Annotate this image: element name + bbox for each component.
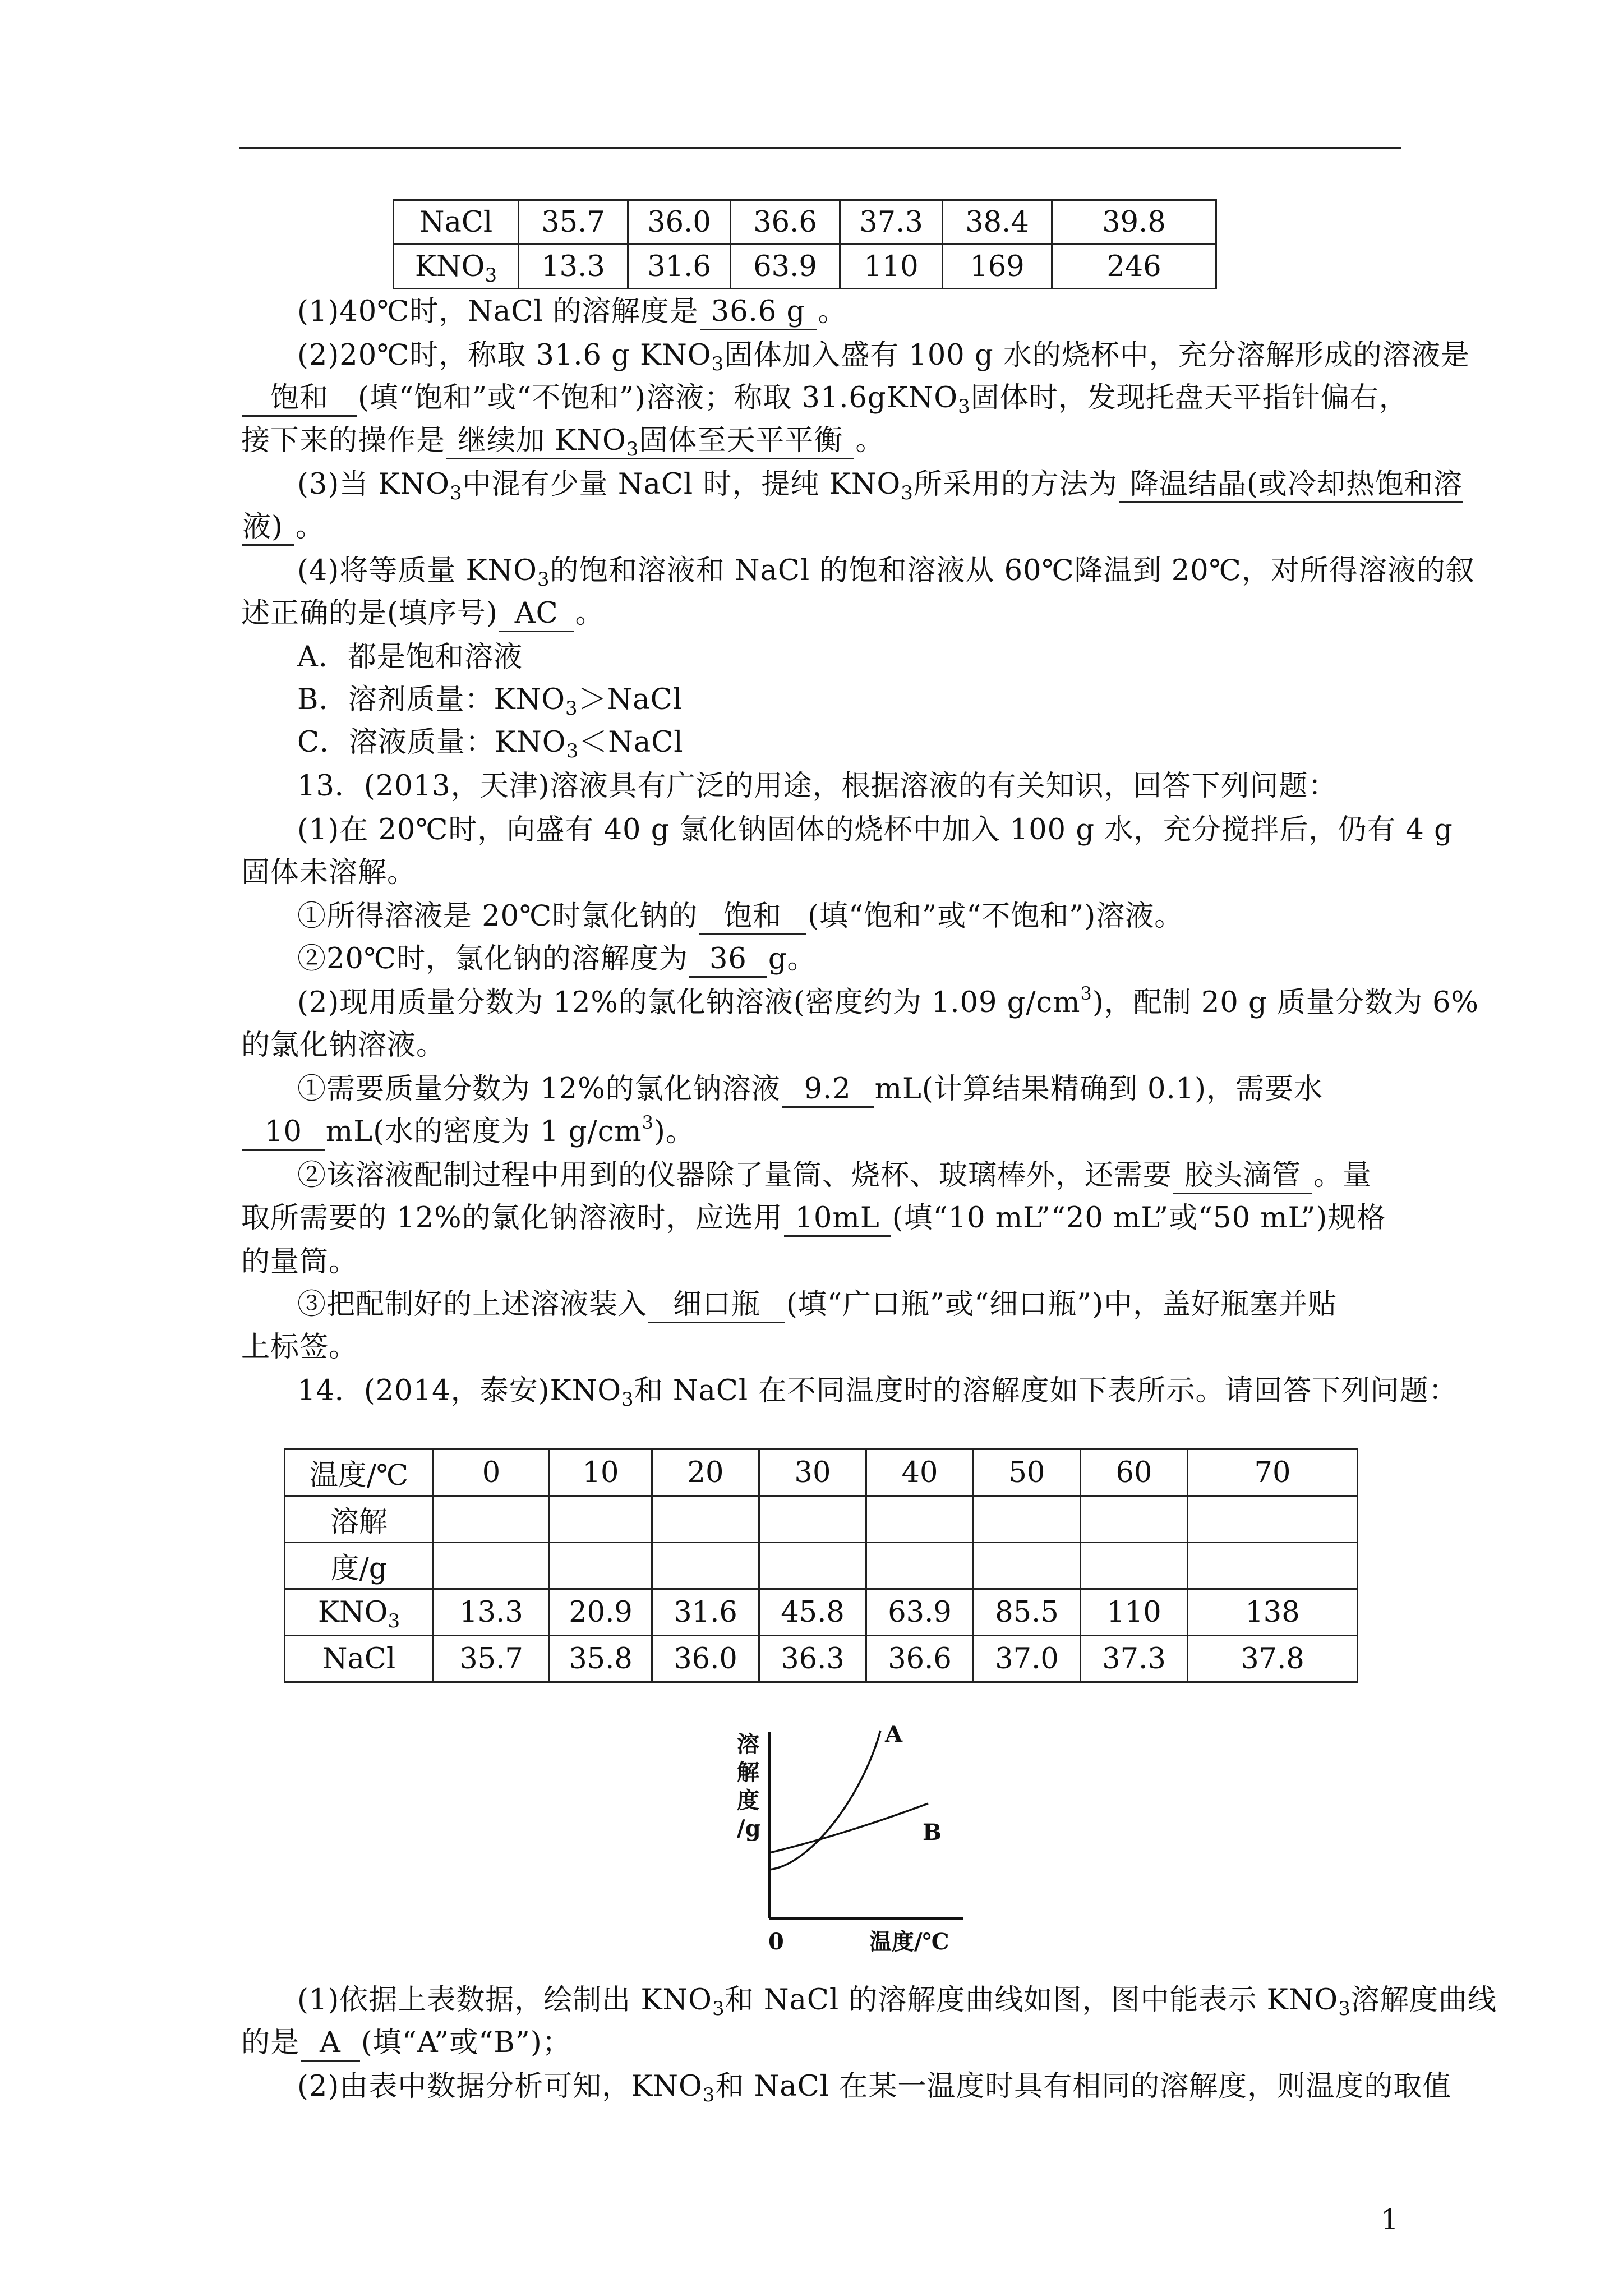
x-axis-label: 温度/℃: [869, 1929, 949, 1955]
q12-part2-line2: 饱和 (填“饱和”或“不饱和”)溶液；称取 31.6gKNO$_3$固体时，发现托盘天平指针偏右，: [241, 381, 1408, 417]
answer-blank: A: [301, 2026, 360, 2062]
solubility-curve-chart: [729, 1719, 965, 1961]
answer-blank: 36.6 g: [700, 295, 817, 330]
q13-step1-line2: 10 mL(水的密度为 1 $g/cm^3$)。: [241, 1115, 695, 1151]
q13-step3-line1: ③把配制好的上述溶液装入 细口瓶 (填“广口瓶”或“细口瓶”)中，盖好瓶塞并贴: [297, 1288, 1337, 1323]
answer-blank: 36: [689, 942, 767, 978]
y-label-char: 溶: [737, 1731, 759, 1757]
q12-part4-line1: (4)将等质量 $KNO_3$的饱和溶液和 NaCl 的饱和溶液从 60℃降温到 20℃，对所得溶液的叙: [297, 554, 1475, 591]
q14-heading: 14．(2014，泰安)$KNO_3$和 NaCl 在不同温度时的溶解度如下表所示。请回答下列问题：: [297, 1374, 1458, 1411]
option-b: B．溶剂质量：$KNO_3>NaCl$: [297, 683, 683, 720]
table-row: 温度/℃ 0 10 20 30 40 50 60 70: [285, 1450, 1358, 1496]
q12-part2-line1: (2)20℃时，称取 31.6 g $KNO_3$固体加入盛有 100 g 水的烧杯中，充分溶解形成的溶液是: [297, 339, 1470, 375]
table-row: $KNO_3$ 13.3 31.6 63.9 110 169 246: [394, 245, 1216, 289]
header-rule: [239, 147, 1401, 149]
table-row: NaCl 35.7 35.8 36.0 36.3 36.6 37.0 37.3 37.8: [285, 1636, 1358, 1682]
y-label-char: 度: [737, 1787, 759, 1814]
answer-blank: 液): [242, 510, 294, 546]
q13-step2-line3: 的量筒。: [241, 1245, 358, 1278]
answer-blank: 继续加 $KNO_3$固体至天平平衡: [446, 424, 854, 459]
answer-blank: 10mL: [784, 1202, 891, 1237]
origin-label: 0: [768, 1929, 784, 1955]
q14-part2-line1: (2)由表中数据分析可知，$KNO_3$和 NaCl 在某一温度时具有相同的溶解度，则温度的取值: [297, 2070, 1452, 2106]
table-row: $KNO_3$ 13.3 20.9 31.6 45.8 63.9 85.5 110 138: [285, 1589, 1358, 1636]
q13-part1-line2: 固体未溶解。: [241, 856, 417, 889]
series-label-a: A: [885, 1721, 903, 1747]
y-label-char: 解: [737, 1759, 759, 1786]
page-number: 1: [1381, 2203, 1399, 2236]
q13-part2-line1: (2)现用质量分数为 12%的氯化钠溶液(密度约为 1.09 $g/cm^3$)，配制 20 g 质量分数为 6%: [297, 983, 1479, 1019]
q13-sub1: ①所得溶液是 20℃时氯化钠的 饱和 (填“饱和”或“不饱和”)溶液。: [297, 900, 1183, 935]
q13-step2-line2: 取所需要的 12%的氯化钠溶液时，应选用 10mL (填“10 mL”“20 mL”或“50 mL”)规格: [241, 1202, 1386, 1237]
q12-part3-line2: 液) 。: [241, 510, 325, 546]
q14-part1-line2: 的是 A (填“A”或“B”)；: [241, 2026, 571, 2062]
q12-part2-line3: 接下来的操作是 继续加 $KNO_3$固体至天平平衡 。: [241, 424, 885, 461]
option-a: A．都是饱和溶液: [297, 641, 523, 674]
q13-part1-line1: (1)在 20℃时，向盛有 40 g 氯化钠固体的烧杯中加入 100 g 水，充分搅拌后，仍有 4 g: [297, 813, 1453, 846]
q13-heading: 13．(2013，天津)溶液具有广泛的用途，根据溶液的有关知识，回答下列问题：: [297, 770, 1338, 803]
solubility-table-partial: [393, 199, 1217, 289]
answer-blank: 10: [242, 1115, 325, 1151]
q12-part1: (1)40℃时，NaCl 的溶解度是 36.6 g 。: [297, 295, 847, 330]
option-c: C．溶液质量：$KNO_3<NaCl$: [297, 726, 684, 762]
q12-part3-line1: (3)当 $KNO_3$中混有少量 NaCl 时，提纯 $KNO_3$所采用的方法为 降温结晶(或冷却热饱和溶: [297, 468, 1463, 504]
q14-part1-line1: (1)依据上表数据，绘制出 $KNO_3$和 NaCl 的溶解度曲线如图，图中能表示 $KNO_3$溶解度曲线: [297, 1984, 1497, 2020]
curve-b: [769, 1803, 928, 1853]
q13-step2-line1: ②该溶液配制过程中用到的仪器除了量筒、烧杯、玻璃棒外，还需要 胶头滴管 。量: [297, 1159, 1372, 1194]
answer-blank: 胶头滴管: [1173, 1159, 1312, 1194]
q12-part4-line2: 述正确的是(填序号) AC 。: [241, 597, 605, 632]
answer-blank: 细口瓶: [648, 1288, 785, 1323]
answer-blank: AC: [499, 597, 574, 632]
q13-step3-line2: 上标签。: [241, 1331, 358, 1364]
answer-blank: 饱和: [699, 900, 806, 935]
q13-part2-line2: 的氯化钠溶液。: [241, 1029, 446, 1062]
answer-blank: 降温结晶(或冷却热饱和溶: [1119, 468, 1463, 503]
answer-blank: 饱和: [242, 381, 357, 417]
solubility-table: [284, 1448, 1358, 1683]
q13-step1-line1: ①需要质量分数为 12%的氯化钠溶液 9.2 mL(计算结果精确到 0.1)，需要水: [297, 1073, 1323, 1108]
y-label-char: /g: [737, 1815, 761, 1842]
q13-sub2: ②20℃时，氯化钠的溶解度为 36 g。: [297, 942, 817, 978]
table-row: 度/g: [285, 1543, 1358, 1589]
table-row: 溶解: [285, 1496, 1358, 1543]
series-label-b: B: [923, 1819, 942, 1846]
answer-blank: 9.2: [782, 1073, 874, 1108]
table-row: NaCl 35.7 36.0 36.6 37.3 38.4 39.8: [394, 200, 1216, 245]
